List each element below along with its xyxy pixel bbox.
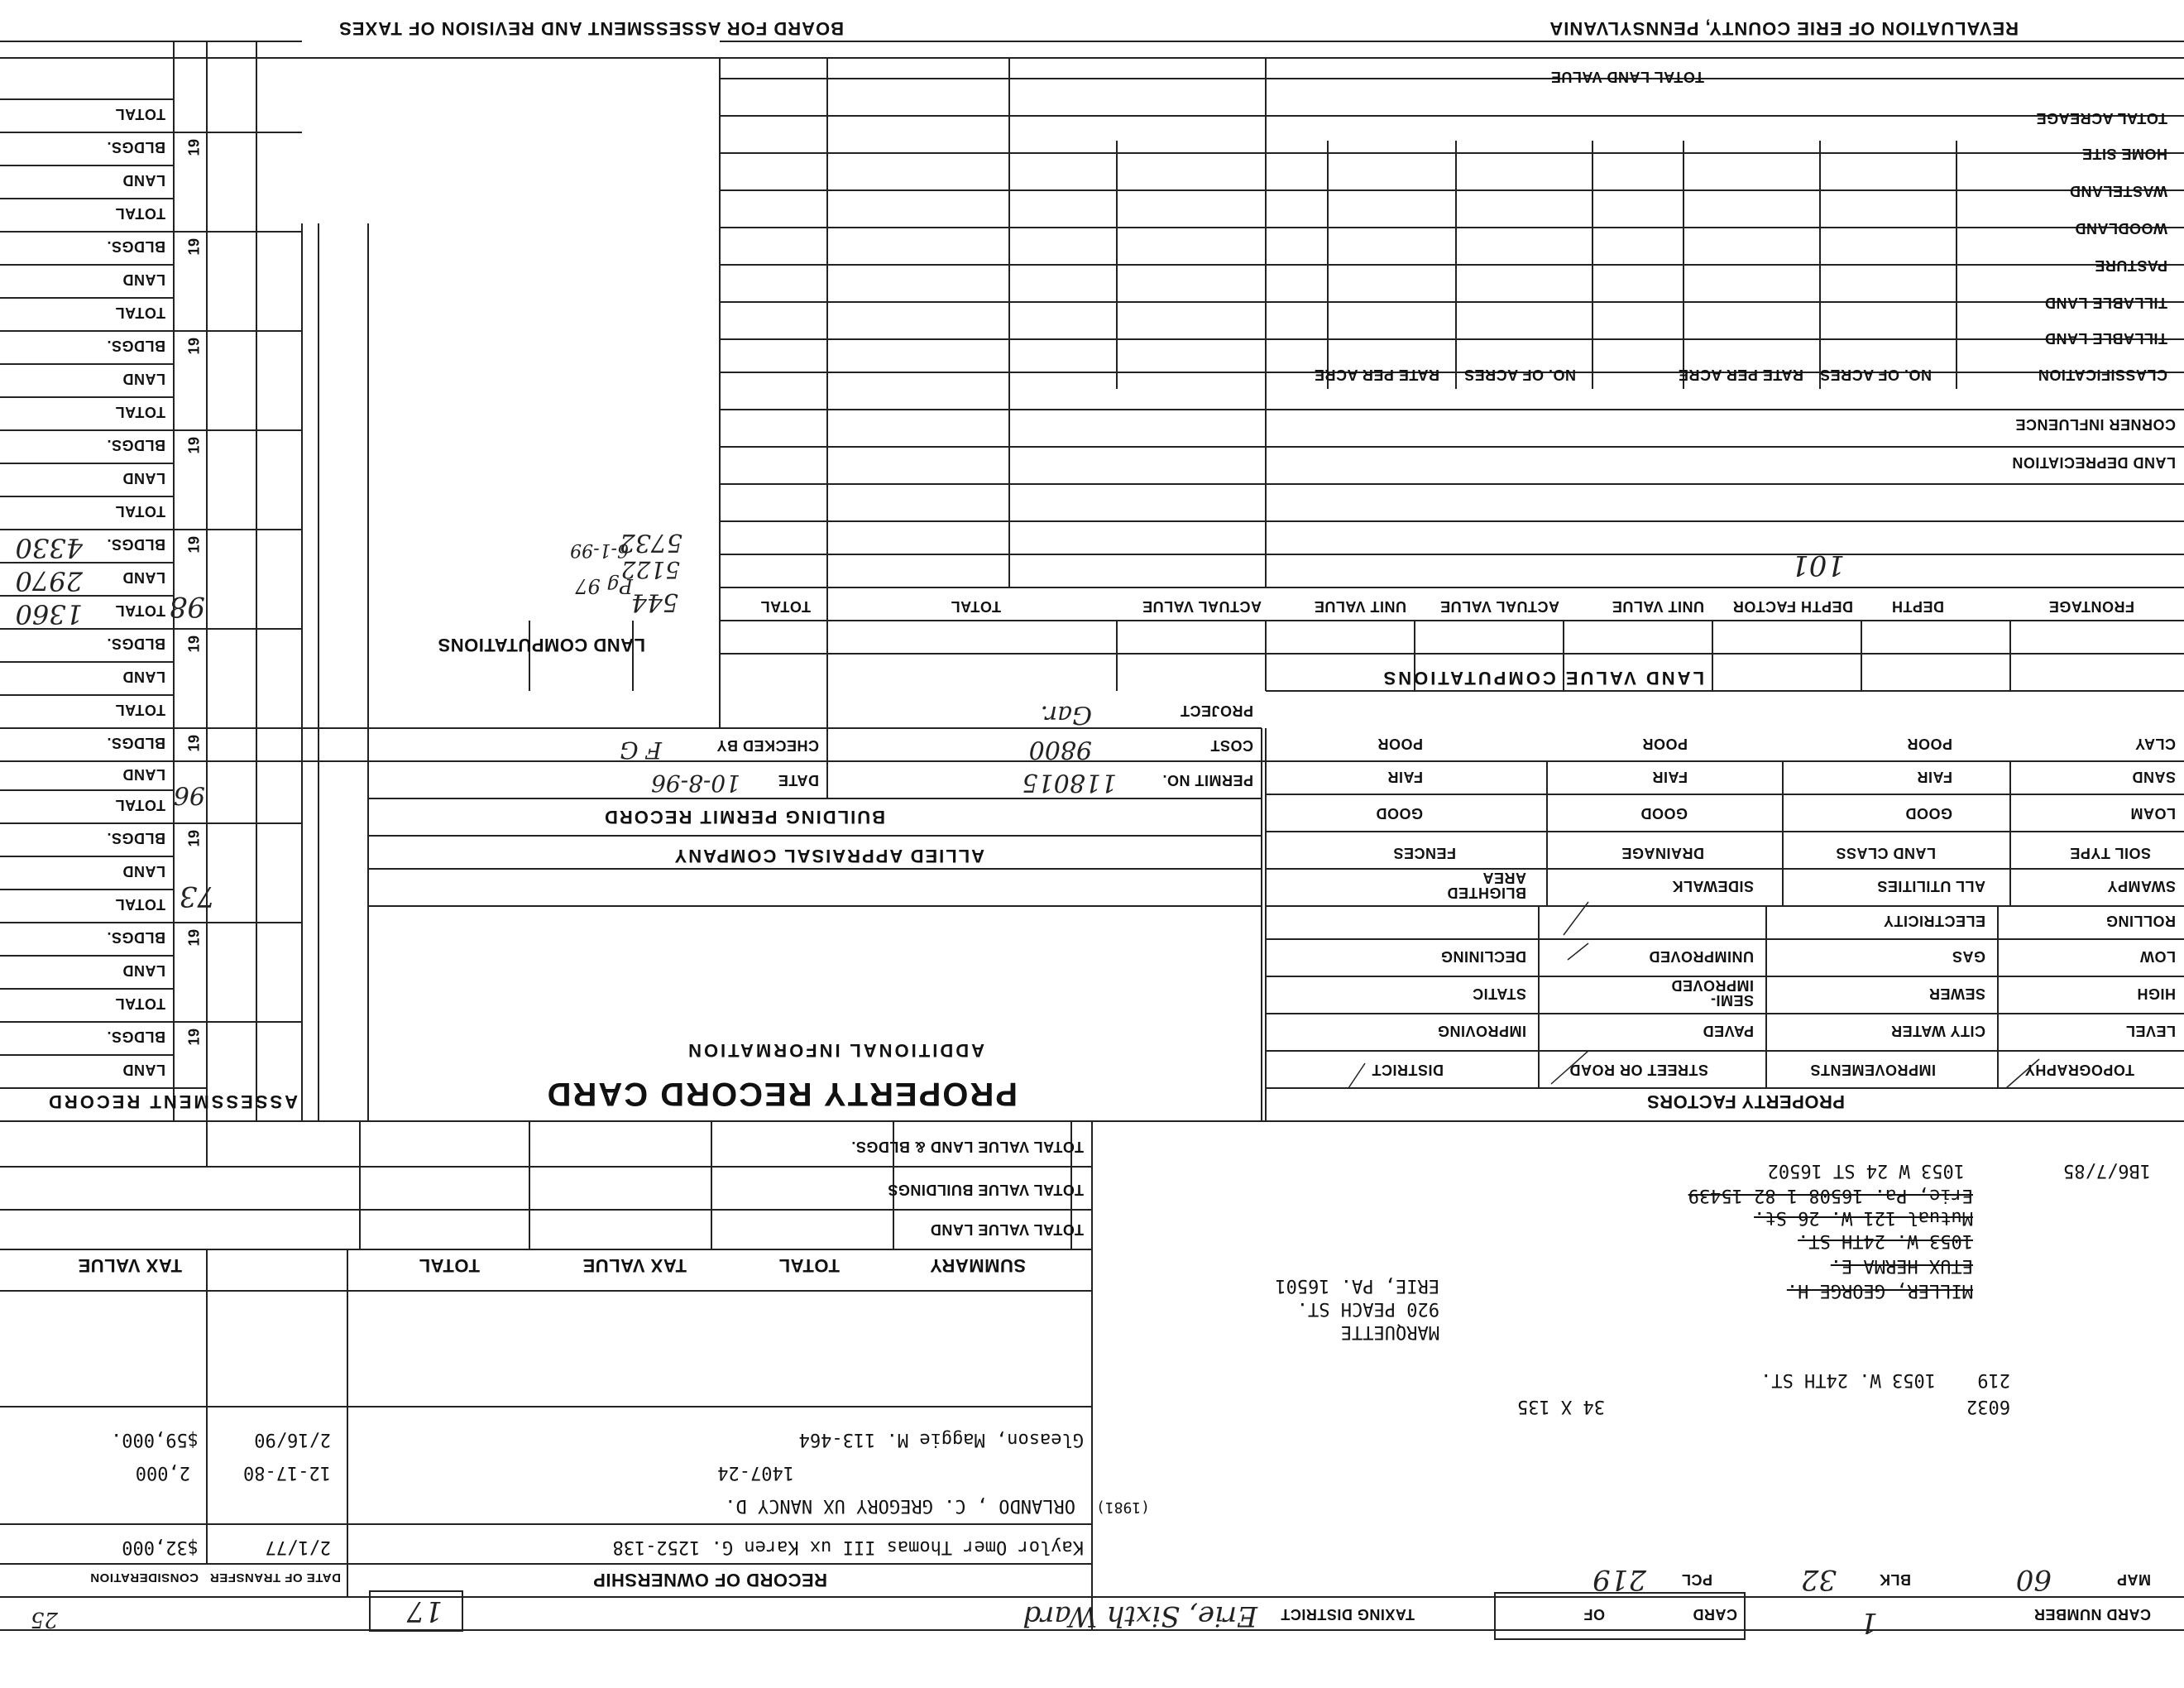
year-prefix-9: 19 (185, 237, 203, 256)
summary-row-buildings: TOTAL VALUE BUILDINGS (887, 1182, 1084, 1198)
corner-influence-label: CORNER INFLUENCE (2014, 416, 2176, 433)
parcel-code-1: 6032 (1966, 1396, 2010, 1417)
lv-h-total-1: TOTAL (951, 598, 1001, 615)
topo-low: LOW (2139, 948, 2176, 965)
bank-street: 920 PEACH ST. (1296, 1298, 1439, 1319)
land-comp-note-4: Pg 97 (575, 574, 633, 597)
property-factors-title: PROPERTY FACTORS (1646, 1091, 1845, 1112)
lot-size: 34 X 135 (1517, 1396, 1605, 1417)
class-total-acreage: TOTAL ACREAGE (2036, 110, 2167, 127)
bank-city: ERIE, PA. 16501 (1275, 1275, 1439, 1296)
assessment-title: ASSESSMENT RECORD (46, 1091, 298, 1112)
mailing-name-3: 1053 W. 24TH ST. (1798, 1230, 1973, 1251)
district-improving: IMPROVING (1437, 1023, 1526, 1039)
summary-row-land: TOTAL VALUE LAND (930, 1221, 1084, 1238)
card-title: PROPERTY RECORD CARD (545, 1076, 1018, 1112)
street-sidewalk: SIDEWALK (1671, 878, 1754, 894)
district-blighted: BLIGHTED AREA (1447, 870, 1526, 901)
permit-project-value: Gar. (1040, 700, 1092, 729)
assess-bldgs-9: BLDGS. (106, 238, 165, 255)
pcl-value: 219 (1592, 1563, 1646, 1596)
assess-bldgs-10: BLDGS. (106, 139, 165, 156)
soil-loam: LOAM (2130, 805, 2176, 822)
assess-bldgs-2: BLDGS. (106, 929, 165, 946)
assess-year-96: 96 (173, 780, 205, 809)
assess-total-7: TOTAL (115, 404, 165, 420)
topo-rolling: ROLLING (2105, 913, 2176, 929)
summary-total-col-1: TOTAL (778, 1255, 840, 1276)
taxing-district-value: Erie, Sixth Ward (1023, 1599, 1257, 1633)
corner-mark: 25 (30, 1607, 58, 1632)
bank-name: MARQUETTE (1340, 1321, 1439, 1342)
assess-land-1: LAND (122, 1062, 165, 1078)
soil-sand: SAND (2131, 769, 2176, 785)
class-tillable-1: TILLABLE LAND (2044, 330, 2167, 347)
drainage-good: GOOD (1640, 805, 1688, 822)
soil-header-type: SOIL TYPE (2069, 845, 2151, 861)
land-comp-note-3: 544 (630, 587, 678, 616)
card-number-label: CARD NUMBER (2033, 1606, 2151, 1623)
year-prefix-1: 19 (185, 1028, 203, 1046)
card-of-label-left: CARD (1693, 1606, 1737, 1623)
ownership-consideration-col: CONSIDERATION (89, 1571, 199, 1585)
topo-level: LEVEL (2125, 1023, 2176, 1039)
class-h-classification: CLASSIFICATION (2038, 367, 2167, 383)
lv-h-frontage: FRONTAGE (2048, 598, 2134, 615)
drainage-poor: POOR (1641, 736, 1688, 752)
impr-all-utilities: ALL UTILITIES (1876, 878, 1985, 894)
assess-bldgs-5: BLDGS. (106, 635, 165, 652)
summary-tax-col-1: TAX VALUE (582, 1255, 687, 1276)
permit-no-value: 118015 (1022, 768, 1117, 797)
class-h-acres-1: NO. OF ACRES (1819, 367, 1932, 383)
owner-row-1-consideration: $32,000 (122, 1537, 199, 1557)
mailing-name-5: Erie, Pa. 16508 1-82 15439 (1688, 1185, 1973, 1206)
class-wasteland: WASTELAND (2069, 183, 2167, 199)
class-home-site: HOME SITE (2081, 146, 2167, 162)
class-good: GOOD (1904, 805, 1952, 822)
impr-sewer: SEWER (1928, 985, 1985, 1002)
summary-row-total: TOTAL VALUE LAND & BLDGS. (850, 1139, 1084, 1155)
assess-bldgs-4: BLDGS. (106, 735, 165, 751)
assess-bldgs-8: BLDGS. (106, 338, 165, 354)
additional-info-title: ADDITIONAL INFORMATION (686, 1040, 984, 1061)
parcel-street: 1053 W. 24TH ST. (1760, 1369, 1936, 1390)
year-prefix-2: 19 (185, 928, 203, 947)
owner-row-1-date: 2/1/77 (265, 1537, 331, 1557)
permit-checked-value: F G (620, 736, 662, 764)
street-paved: PAVED (1703, 1023, 1754, 1039)
assess-year-73: 73 (179, 880, 215, 913)
card-number-value: 1 (1860, 1606, 1878, 1639)
assess-total-3: TOTAL (115, 797, 165, 813)
topo-swampy: SWAMPY (2106, 878, 2176, 894)
pcl-label: PCL (1681, 1571, 1712, 1588)
land-depreciation-label: LAND DEPRECIATION (2011, 454, 2176, 471)
assess-bldgs-6: BLDGS. (106, 536, 165, 553)
class-pasture: PASTURE (2094, 257, 2167, 274)
class-tillable-2: TILLABLE LAND (2044, 295, 2167, 311)
district-declining: DECLINING (1440, 948, 1526, 965)
year-prefix-3: 19 (185, 829, 203, 847)
assess-land-6: LAND (122, 569, 165, 586)
assess-total-9: TOTAL (115, 205, 165, 222)
assess-land-7: LAND (122, 470, 165, 487)
land-comp-note-1: 5732 (619, 528, 682, 557)
mailing-name-2: ETUX HERMA E. (1830, 1255, 1973, 1276)
land-comp-note-2: 5122 (620, 556, 680, 583)
permit-project-label: PROJECT (1180, 703, 1253, 719)
district-static: STATIC (1472, 985, 1526, 1002)
land-comp-note-5: 6-1-99 (570, 539, 629, 560)
owner-row-4-date: 2/16/90 (254, 1429, 331, 1450)
assess-total-4: TOTAL (115, 702, 165, 718)
soil-header-drainage: DRAINAGE (1621, 845, 1704, 861)
year-prefix-6: 19 (185, 535, 203, 554)
owner-row-4-consideration: $59,000. (111, 1429, 199, 1450)
permit-title: BUILDING PERMIT RECORD (603, 807, 885, 827)
permit-cost-value: 9800 (1028, 735, 1092, 764)
owner-row-1: Kaylor Omer Thomas III ux Karen G. 1252-138 (612, 1537, 1084, 1557)
lv-h-unit-value-2: UNIT VALUE (1314, 598, 1406, 615)
soil-header-class: LAND CLASS (1836, 845, 1936, 861)
pf-header-improvements: IMPROVEMENTS (1809, 1062, 1936, 1078)
assess-land-4: LAND (122, 766, 165, 783)
assess-98-land: 1360 (15, 598, 83, 630)
impr-gas: GAS (1952, 948, 1985, 965)
mailing-current: 1053 W 24 ST 16502 (1767, 1160, 1965, 1181)
street-unimproved: UNIMPROVED (1648, 948, 1754, 965)
assess-land-9: LAND (122, 271, 165, 288)
fences-fair: FAIR (1387, 769, 1423, 785)
impr-electricity: ELECTRICITY (1883, 913, 1985, 929)
assess-bldgs-7: BLDGS. (106, 437, 165, 453)
lv-h-actual-value-1: ACTUAL VALUE (1439, 598, 1559, 615)
permit-checked-label: CHECKED BY (716, 737, 819, 754)
mailing-name-1: MILLER, GEORGE H. (1786, 1280, 1973, 1301)
mailing-name-4: Mutual 121 W. 26 St. (1754, 1207, 1973, 1228)
parcel-code-2: 219 (1977, 1369, 2010, 1390)
permit-date-value: 10-8-96 (651, 770, 740, 797)
topo-high: HIGH (2137, 985, 2176, 1002)
assess-98-total: 4330 (15, 532, 83, 563)
card-of-label-mid: OF (1583, 1606, 1605, 1623)
owner-row-2-note: (1981) (1095, 1499, 1150, 1516)
blk-value: 32 (1800, 1563, 1837, 1596)
street-semi-improved: SEMI-IMPROVED (1670, 977, 1754, 1009)
year-prefix-5: 19 (185, 635, 203, 653)
assess-land-5: LAND (122, 669, 165, 685)
assess-land-10: LAND (122, 172, 165, 189)
year-prefix-8: 19 (185, 337, 203, 355)
lv-h-total-2: TOTAL (760, 598, 811, 615)
pf-header-street: STREET OR ROAD (1569, 1062, 1708, 1078)
depth-factor-value: 101 (1791, 549, 1845, 582)
owner-row-3-consideration: 2,000 (135, 1462, 190, 1483)
class-fair: FAIR (1916, 769, 1952, 785)
map-label: MAP (2116, 1571, 2151, 1588)
fences-good: GOOD (1375, 805, 1423, 822)
lv-h-unit-value-1: UNIT VALUE (1612, 598, 1704, 615)
soil-header-fences: FENCES (1392, 845, 1456, 861)
assess-total-10: TOTAL (115, 106, 165, 122)
total-land-value-label: TOTAL LAND VALUE (1550, 69, 1704, 85)
permit-cost-label: COST (1209, 737, 1253, 754)
class-h-rate-2: RATE PER ACRE (1314, 367, 1439, 383)
year-prefix-7: 19 (185, 436, 203, 454)
lv-h-depth-factor: DEPTH FACTOR (1732, 598, 1853, 615)
soil-clay: CLAY (2134, 736, 2176, 752)
assess-land-2: LAND (122, 962, 165, 979)
assess-year-98: 98 (169, 590, 205, 623)
summary-tax-col-2: TAX VALUE (78, 1255, 182, 1276)
lv-h-actual-value-2: ACTUAL VALUE (1142, 598, 1262, 615)
owner-row-3: 1407-24 (717, 1462, 794, 1483)
permit-date-label: DATE (778, 772, 819, 789)
ownership-title: RECORD OF OWNERSHIP (592, 1570, 827, 1590)
class-woodland: WOODLAND (2075, 220, 2167, 237)
land-computations-title: LAND COMPUTATIONS (438, 635, 645, 655)
taxing-district-label: TAXING DISTRICT (1280, 1606, 1415, 1623)
assess-land-8: LAND (122, 371, 165, 387)
ownership-date-col: DATE OF TRANSFER (209, 1571, 341, 1585)
assess-total-5: TOTAL (115, 602, 165, 619)
impr-city-water: CITY WATER (1890, 1023, 1985, 1039)
mailing-date: 1B6/7/85 (2063, 1160, 2151, 1181)
permit-no-label: PERMIT NO. (1161, 772, 1253, 789)
fences-poor: POOR (1377, 736, 1423, 752)
pf-header-district: DISTRICT (1372, 1062, 1444, 1078)
assess-total-8: TOTAL (115, 305, 165, 321)
class-h-acres-2: NO. OF ACRES (1463, 367, 1576, 383)
assess-total-1: TOTAL (115, 995, 165, 1012)
summary-title: SUMMARY (929, 1255, 1026, 1276)
drainage-fair: FAIR (1651, 769, 1688, 785)
revaluation-heading: REVALUATION OF ERIE COUNTY, PENNSYLVANIA (1549, 18, 2019, 39)
assess-bldgs-1: BLDGS. (106, 1029, 165, 1045)
assess-bldgs-3: BLDGS. (106, 830, 165, 846)
assess-total-2: TOTAL (115, 896, 165, 913)
assess-98-bldgs: 2970 (15, 565, 83, 597)
owner-row-2: ORLANDO , C. GREGORY UX NANCY D. (725, 1495, 1075, 1516)
land-value-title: LAND VALUE COMPUTATIONS (1381, 668, 1704, 688)
class-h-rate-1: RATE PER ACRE (1678, 367, 1803, 383)
map-value: 60 (2015, 1563, 2052, 1596)
summary-total-col-2: TOTAL (419, 1255, 480, 1276)
year-prefix-4: 19 (185, 734, 203, 752)
owner-row-3-date: 12-17-80 (243, 1462, 331, 1483)
assess-land-3: LAND (122, 863, 165, 880)
class-poor: POOR (1906, 736, 1952, 752)
year-prefix-10: 19 (185, 138, 203, 156)
assess-total-6: TOTAL (115, 503, 165, 520)
district-code: 17 (406, 1594, 443, 1628)
owner-row-4: Gleason, Maggie M. 113-464 (798, 1429, 1084, 1450)
lv-h-depth: DEPTH (1891, 598, 1944, 615)
blk-label: BLK (1879, 1571, 1911, 1588)
board-heading: BOARD FOR ASSESSMENT AND REVISION OF TAXES (338, 18, 844, 39)
pf-header-topography: TOPOGRAPHY (2024, 1062, 2134, 1078)
company-name: ALLIED APPRAISAL COMPANY (673, 846, 984, 866)
